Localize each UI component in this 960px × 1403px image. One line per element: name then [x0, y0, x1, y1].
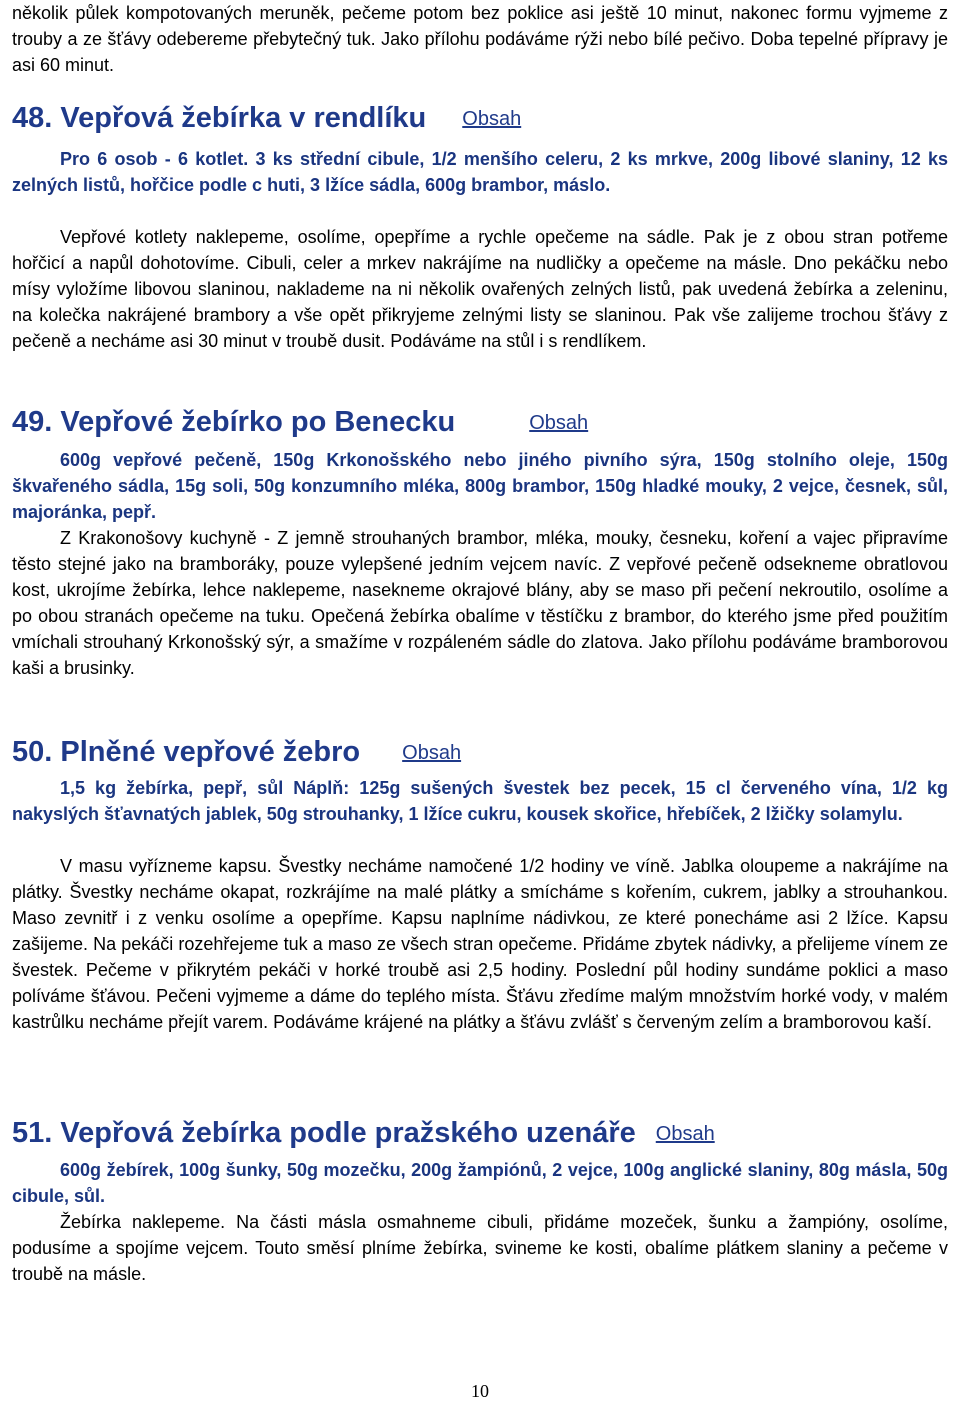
recipe-50-ingredients: 1,5 kg žebírka, pepř, sůl Náplň: 125g sušených švestek bez pecek, 15 cl červeného vína, 1/2 kg nakyslých šťavnatých jablek, 50g strouhanky, 1 lžíce cukru, kousek skořice, hřebíček, 2 lžičky solamylu.: [12, 778, 948, 824]
recipe-50-title: 50. Plněné vepřové žebro: [12, 736, 361, 768]
intro-paragraph: několik půlek kompotovaných meruněk, pečeme potom bez poklice asi ještě 10 minut, nakonec formu vyjmeme z trouby a ze šťávy odebereme přebytečný tuk. Jako přílohu podáváme rýži nebo bílé pečivo. Doba tepelné přípravy je asi 60 minut.: [12, 3, 948, 75]
recipe-51-ingredients: 600g žebírek, 100g šunky, 50g mozečku, 200g žampiónů, 2 vejce, 100g anglické slaniny, 80g másla, 50g cibule, sůl.: [12, 1160, 948, 1206]
recipe-49-text: Z Krakonošovy kuchyně - Z jemně strouhaných brambor, mléka, mouky, česneku, koření a vajec připravíme těsto stejné jako na bramboráky, pouze vylepšené jedním vejcem navíc. Z vepřové pečeně odsekneme obratlovou kost, ukrojíme žebírka, lehce naklepeme, nasekneme okrajové blány, aby se maso při pečení nekroutilo, osolíme a po obou stranách opečeme na tuku. Opečená žebírka obalíme v těstíčku z brambor, do kterého jsme před použitím vmíchali strouhaný Krkonošský sýr, a smažíme v rozpáleném sádle do zlatova. Jako přílohu podáváme bramborovou kaši a brusinky.: [12, 528, 948, 678]
recipe-48-ingredients: Pro 6 osob - 6 kotlet. 3 ks střední cibule, 1/2 menšího celeru, 2 ks mrkve, 200g libové slaniny, 12 ks zelných listů, hořčice podle c huti, 3 lžíce sádla, 600g brambor, máslo.: [12, 149, 948, 195]
recipe-48-contents-link[interactable]: Obsah: [462, 108, 522, 130]
recipe-50-contents-link[interactable]: Obsah: [402, 742, 462, 764]
recipe-48-text: Vepřové kotlety naklepeme, osolíme, opepříme a rychle opečeme na sádle. Pak je z obou stran potřeme hořčicí a napůl dohotovíme. Cibuli, celer a mrkev nakrájíme na nudličky a opečeme na másle. Dno pekáčku nebo mísy vyložíme libovou slaninou, naklademe na ni několik ovařených zelných listů, pak uvedená žebírka a zeleninu, na kolečka nakrájené brambory a vše opět přikryjeme zelnými listy se slaninou. Pak vše zalijeme trochou šťávy z pečeně a necháme asi 30 minut v troubě dusit. Podáváme na stůl i s rendlíkem.: [12, 227, 948, 351]
recipe-49-ingredients: 600g vepřové pečeně, 150g Krkonošského nebo jiného pivního sýra, 150g stolního oleje, 150g škvařeného sádla, 15g soli, 50g konzumního mléka, 800g brambor, 150g hladké mouky, 2 vejce, česnek, sůl, majoránka, pepř.: [12, 450, 948, 522]
recipe-51-title: 51. Vepřová žebírka podle pražského uzenáře: [12, 1117, 636, 1149]
recipe-50-heading: [12, 736, 461, 769]
recipe-49-contents-link[interactable]: Obsah: [529, 412, 589, 434]
recipe-49-heading: [12, 406, 588, 439]
recipe-49-title: 49. Vepřové žebírko po Benecku: [12, 406, 456, 438]
recipe-51-text: Žebírka naklepeme. Na části másla osmahneme cibuli, přidáme mozeček, šunku a žampióny, osolíme, podusíme a spojíme vejcem. Touto směsí plníme žebírka, svineme ke kosti, obalíme plátkem slaniny a pečeme v troubě na másle.: [12, 1212, 948, 1284]
page-number: 10: [471, 1381, 489, 1401]
recipe-48-heading: [12, 102, 521, 135]
recipe-50-text: V masu vyřízneme kapsu. Švestky necháme namočené 1/2 hodiny ve víně. Jablka oloupeme a nakrájíme na plátky. Švestky necháme okapat, rozkrájíme na malé plátky a smícháme s kořením, cukrem, jablky a strouhankou. Maso zevnitř i z venku osolíme a opepříme. Kapsu naplníme nádivkou, ze které ponecháme asi 2 lžíce. Kapsu zašijeme. Na pekáči rozehřejeme tuk a maso ze všech stran opečeme. Přidáme zbytek nádivky, a přelijeme vínem ze švestek. Pečeme v přikrytém pekáči v horké troubě asi 2,5 hodiny. Poslední půl hodiny sundáme poklici a maso políváme šťávou. Pečeni vyjmeme a dáme do teplého místa. Šťávu zředíme malým množstvím horké vody, v malém kastrůlku necháme přejít varem. Podáváme krájené na plátky a šťávu zvlášť s červeným zelím a bramborovou kaší.: [12, 856, 948, 1032]
recipe-51-contents-link[interactable]: Obsah: [655, 1123, 715, 1145]
recipe-51-heading: [12, 1117, 715, 1150]
recipe-48-title: 48. Vepřová žebírka v rendlíku: [12, 102, 427, 134]
